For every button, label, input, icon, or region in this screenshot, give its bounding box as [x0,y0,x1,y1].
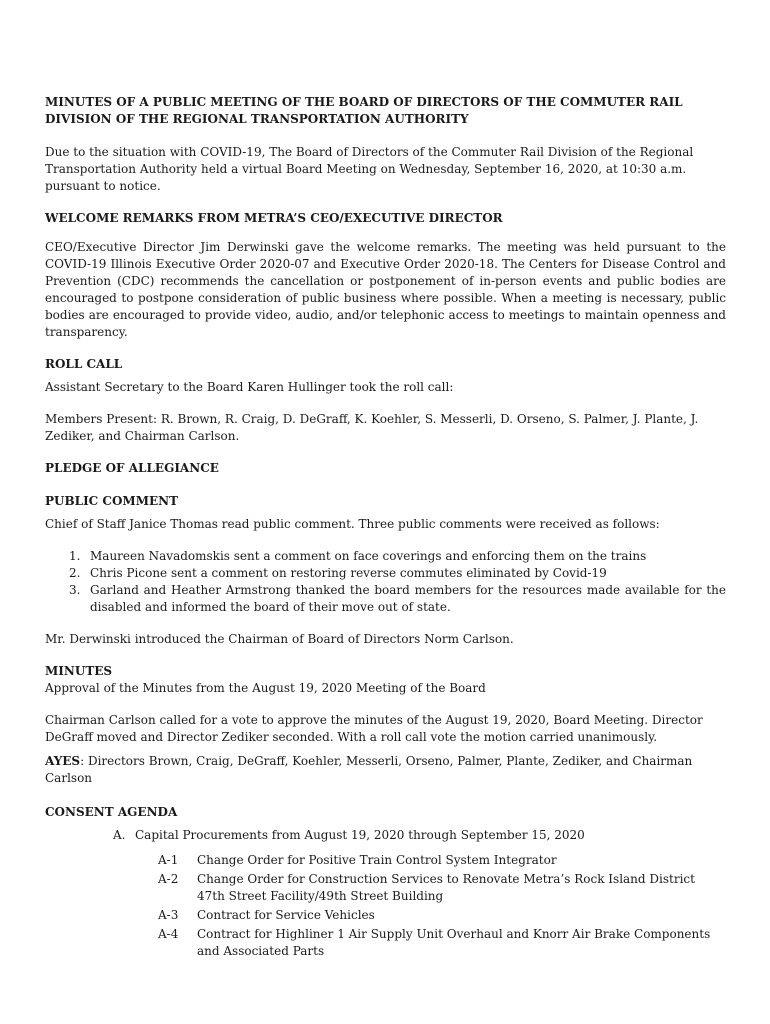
public-comment-heading: PUBLIC COMMENT [45,494,179,508]
roll-call-heading: ROLL CALL [45,357,123,371]
list-item [45,852,726,869]
consent-items-list [45,852,726,960]
item-code: A-4 [158,927,179,941]
list-item [45,926,726,960]
list-number: 3. [69,583,81,597]
intro-paragraph: Due to the situation with COVID-19, The Board of Directors of the Commuter Rail Division of the Regional Transportation Authority held a virtual Board Meeting on Wednesday, September 16, 2020, at 10:30 a.m. pursuant to notice. [45,145,694,193]
item-code: A-1 [158,853,179,867]
consent-agenda-heading: CONSENT AGENDA [45,805,178,819]
welcome-heading: WELCOME REMARKS FROM METRA’S CEO/EXECUTIVE DIRECTOR [45,211,503,225]
public-comment-list [45,548,726,616]
welcome-paragraph: CEO/Executive Director Jim Derwinski gave the welcome remarks. The meeting was held pursuant to the COVID-19 Illinois Executive Order 2020-07 and Executive Order 2020-18. The Centers for Disease Control and Prevention (CDC) recommends the cancellation or postponement of in-person events and public bodies are encouraged to postpone consideration of public business where possible. When a meeting is necessary, public bodies are encouraged to provide video, audio, and/or telephonic access to meetings to maintain openness and transparency. [45,240,726,339]
list-item [45,582,726,616]
item-text: Contract for Service Vehicles [197,908,375,922]
list-item [45,871,726,905]
minutes-vote: Chairman Carlson called for a vote to approve the minutes of the August 19, 2020, Board Meeting. Director DeGraff moved and Director Zediker seconded. With a roll call vote the motion carried unanimously. [45,713,703,744]
consent-section-a [45,827,726,844]
item-text: Change Order for Positive Train Control System Integrator [197,853,557,867]
list-item [45,565,726,582]
minutes-heading: MINUTES [45,664,113,678]
derwinski-intro: Mr. Derwinski introduced the Chairman of Board of Directors Norm Carlson. [45,632,514,646]
section-letter: A. [113,828,126,842]
ayes-label: AYES [45,754,81,768]
list-item [45,907,726,924]
list-number: 1. [69,549,81,563]
ayes-line [45,753,726,787]
item-code: A-3 [158,908,179,922]
list-item [45,548,726,565]
pledge-heading: PLEDGE OF ALLEGIANCE [45,461,219,475]
list-number: 2. [69,566,81,580]
minutes-approval: Approval of the Minutes from the August 19, 2020 Meeting of the Board [45,681,486,695]
roll-call-intro: Assistant Secretary to the Board Karen Hullinger took the roll call: [45,380,454,394]
list-text: Maureen Navadomskis sent a comment on face coverings and enforcing them on the trains [90,549,647,563]
document-title: MINUTES OF A PUBLIC MEETING OF THE BOARD OF DIRECTORS OF THE COMMUTER RAIL DIVISION OF THE REGIONAL TRANSPORTATION AUTHORITY [45,95,683,126]
item-text: Contract for Highliner 1 Air Supply Unit Overhaul and Knorr Air Brake Components and Associated Parts [197,927,711,958]
list-text: Chris Picone sent a comment on restoring reverse commutes eliminated by Covid-19 [90,566,607,580]
list-text: Garland and Heather Armstrong thanked the board members for the resources made available for the disabled and informed the board of their move out of state. [90,583,726,614]
ayes-text: : Directors Brown, Craig, DeGraff, Koehler, Messerli, Orseno, Palmer, Plante, Zediker, and Chairman Carlson [45,754,693,785]
item-text: Change Order for Construction Services to Renovate Metra’s Rock Island District 47th Street Facility/49th Street Building [197,872,695,903]
public-comment-intro: Chief of Staff Janice Thomas read public comment. Three public comments were received as follows: [45,517,660,531]
item-code: A-2 [158,872,179,886]
members-present: Members Present: R. Brown, R. Craig, D. DeGraff, K. Koehler, S. Messerli, D. Orseno, S. Palmer, J. Plante, J. Zediker, and Chairman Carlson. [45,412,699,443]
section-title: Capital Procurements from August 19, 2020 through September 15, 2020 [135,828,585,842]
minutes-document [45,94,726,960]
